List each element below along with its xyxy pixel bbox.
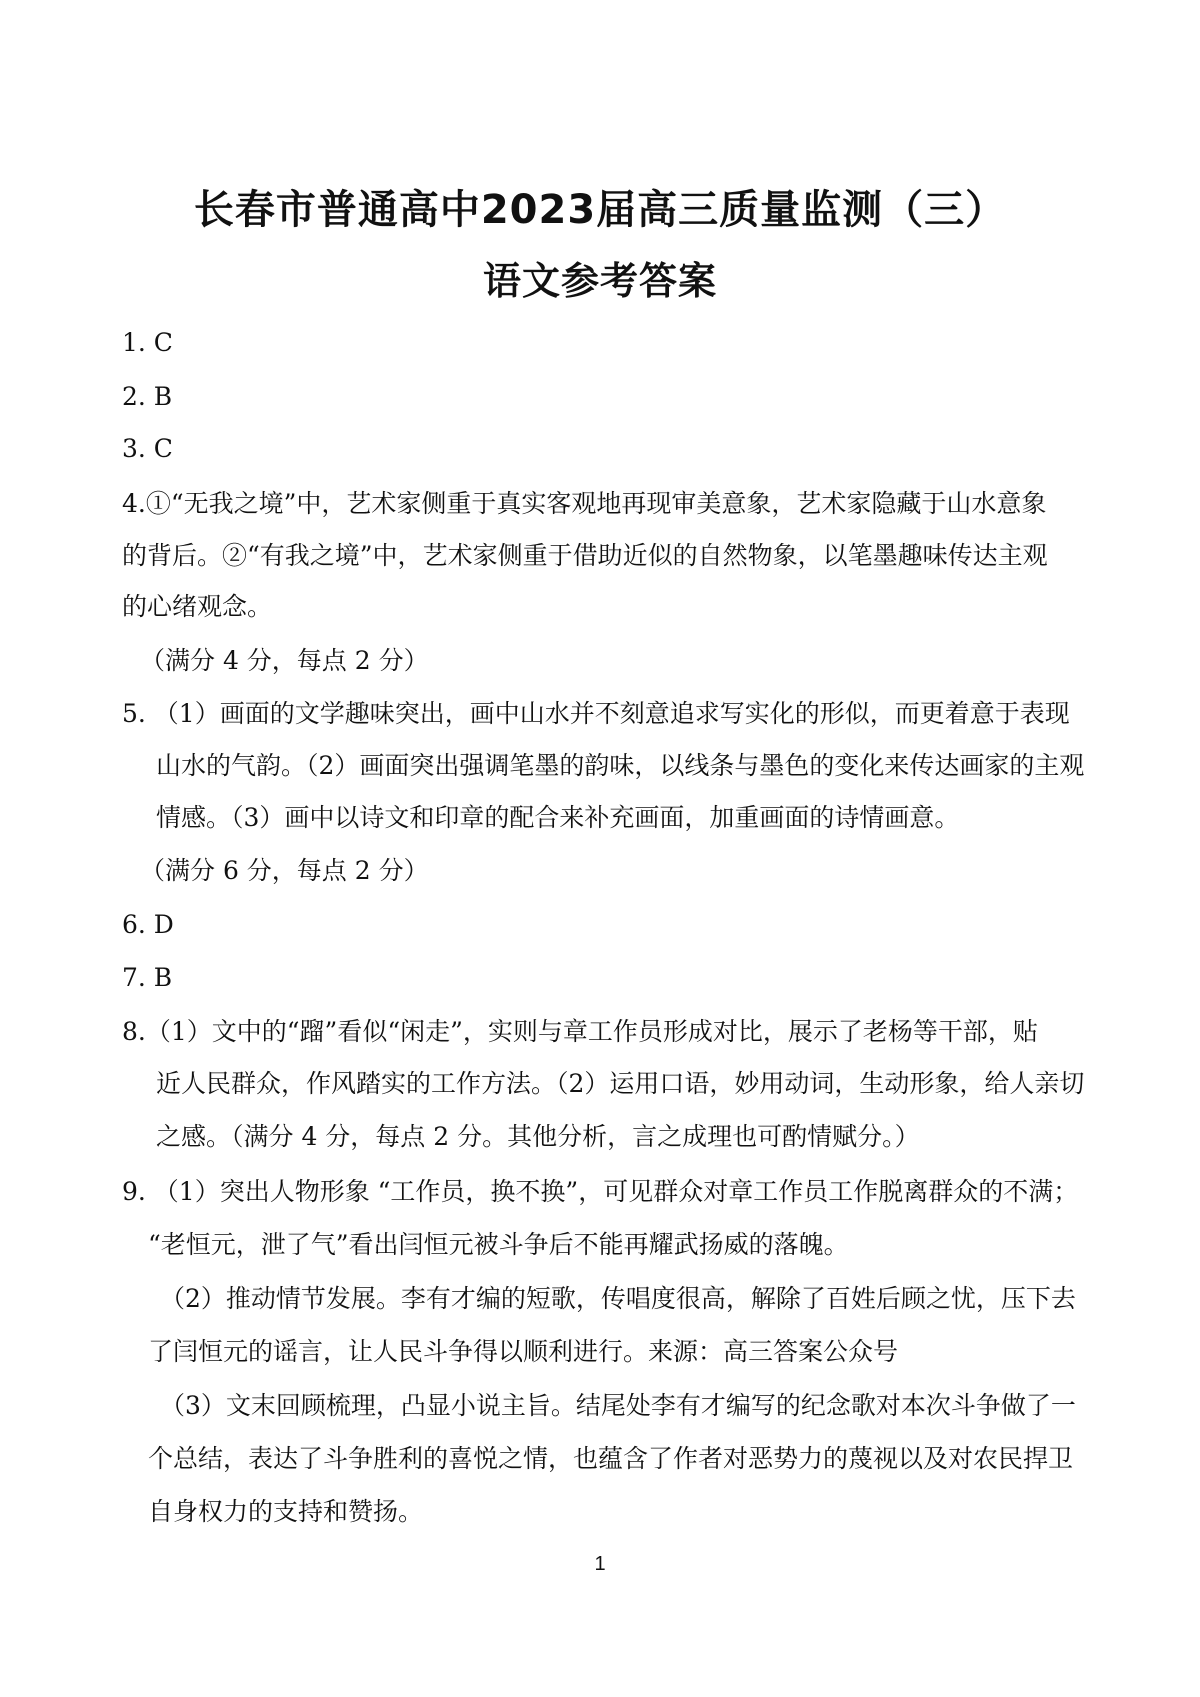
answer-1: 1. C — [122, 328, 173, 357]
answer-5-score-note: （满分 6 分，每点 2 分） — [140, 856, 429, 885]
answer-4-line-3: 的心绪观念。 — [122, 592, 273, 621]
answer-9-line-5: （3）文末回顾梳理，凸显小说主旨。结尾处李有才编写的纪念歌对本次斗争做了一 — [160, 1391, 1076, 1420]
answer-4-line-2: 的背后。②“有我之境”中，艺术家侧重于借助近似的自然物象，以笔墨趣味传达主观 — [122, 541, 1048, 570]
answer-5-line-3: 情感。（3）画中以诗文和印章的配合来补充画面，加重画面的诗情画意。 — [156, 803, 960, 832]
page-number: 1 — [594, 1553, 606, 1575]
answer-2: 2. B — [122, 382, 173, 411]
document-subtitle: 语文参考答案 — [482, 259, 717, 303]
answer-8-line-3: 之感。（满分 4 分，每点 2 分。其他分析，言之成理也可酌情赋分。） — [156, 1122, 920, 1151]
answer-8-line-2: 近人民群众，作风踏实的工作方法。（2）运用口语，妙用动词，生动形象，给人亲切 — [156, 1069, 1085, 1098]
answer-4-score-note: （满分 4 分，每点 2 分） — [140, 646, 429, 675]
answer-9-line-3: （2）推动情节发展。李有才编的短歌，传唱度很高，解除了百姓后顾之忧，压下去 — [160, 1284, 1076, 1313]
answer-9-line-7: 自身权力的支持和赞扬。 — [148, 1497, 424, 1526]
answer-5-line-1: 5. （1）画面的文学趣味突出，画中山水并不刻意追求写实化的形似，而更着意于表现 — [122, 699, 1070, 728]
answer-9-line-4: 了闫恒元的谣言，让人民斗争得以顺利进行。来源：高三答案公众号 — [148, 1337, 899, 1366]
answer-5-line-2: 山水的气韵。（2）画面突出强调笔墨的韵味，以线条与墨色的变化来传达画家的主观 — [156, 751, 1085, 780]
document-title: 长春市普通高中2023届高三质量监测（三） — [193, 187, 1007, 233]
answer-9-line-6: 个总结，表达了斗争胜利的喜悦之情，也蕴含了作者对恶势力的蔑视以及对农民捍卫 — [148, 1444, 1074, 1473]
answer-9-line-2: “老恒元，泄了气”看出闫恒元被斗争后不能再耀武扬威的落魄。 — [148, 1230, 849, 1259]
answer-6: 6. D — [122, 910, 174, 939]
answer-4-line-1: 4.①“无我之境”中，艺术家侧重于真实客观地再现审美意象，艺术家隐藏于山水意象 — [122, 489, 1047, 518]
answer-7: 7. B — [122, 963, 173, 992]
answer-9-line-1: 9. （1）突出人物形象 “工作员，换不换”，可见群众对章工作员工作脱离群众的不满； — [122, 1177, 1079, 1206]
answer-3: 3. C — [122, 434, 173, 463]
answer-8-line-1: 8.（1）文中的“蹓”看似“闲走”，实则与章工作员形成对比，展示了老杨等干部，贴 — [122, 1017, 1038, 1046]
